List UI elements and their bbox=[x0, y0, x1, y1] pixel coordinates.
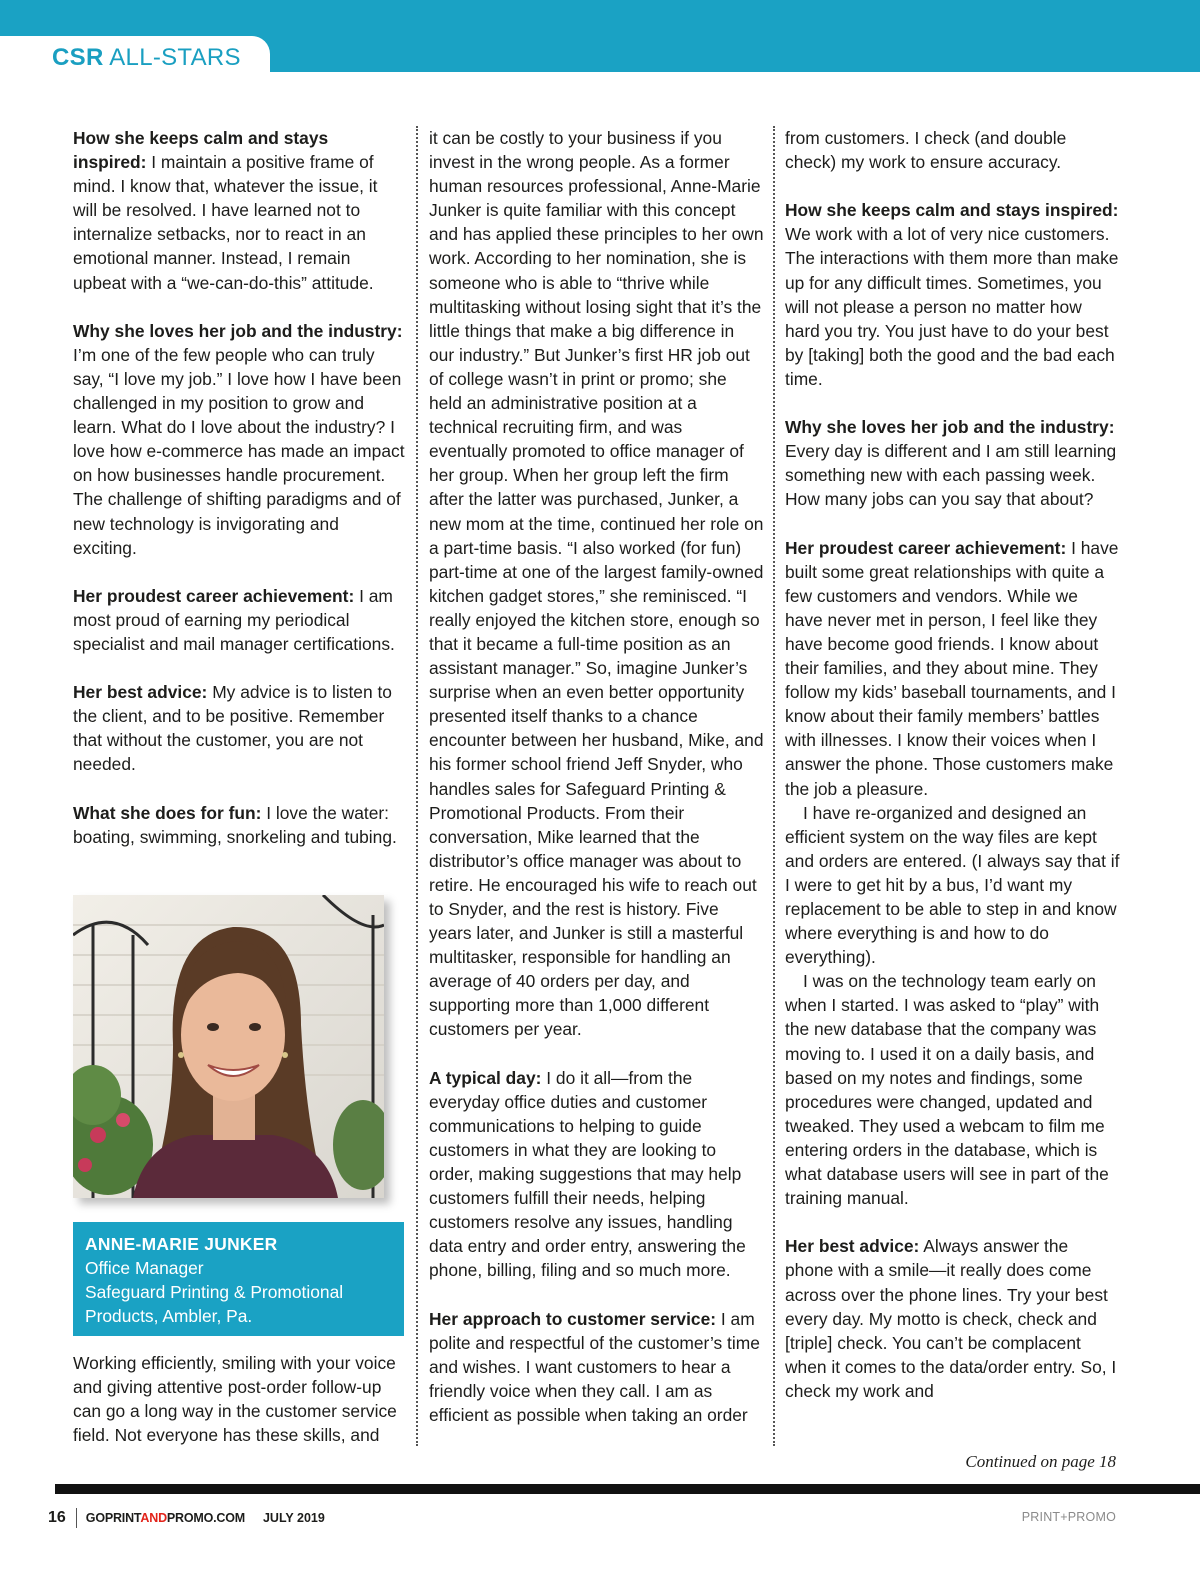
footer-rule bbox=[55, 1484, 1200, 1494]
heading-proudest-2: Her proudest career achievement: bbox=[785, 537, 1067, 558]
heading-typical-day: A typical day: bbox=[429, 1067, 542, 1088]
heading-loves-job-2: Why she loves her job and the industry: bbox=[785, 417, 1115, 438]
paragraph-calm-2: How she keeps calm and stays inspired: We work with a lot of very nice customers. The interactions with them more than make up for any difficult times. Sometimes, you will not please a person no matter how hard you try. You just have to do your best by [taking] both the good and the bad each time. bbox=[785, 200, 1119, 389]
page-number: 16 bbox=[48, 1509, 66, 1526]
column-divider-2 bbox=[773, 126, 775, 1446]
section-title: CSR ALL-STARS bbox=[52, 44, 241, 71]
heading-proudest: Her proudest career achievement: bbox=[73, 585, 355, 606]
paragraph-loves-job: Why she loves her job and the industry: I’m one of the few people who can truly say, “I love my job.” I love how I have been challenged in my position to grow and learn. What do I love about the industry? I love how e-commerce has made an impact on how businesses handle procurement. The challenge of shifting paradigms and of new technology is invigorating and exciting. bbox=[73, 320, 405, 558]
paragraph-advice: Her best advice: My advice is to listen to the client, and to be positive. Remember that without the customer, you are not needed. bbox=[73, 682, 392, 775]
portrait-illustration bbox=[73, 895, 384, 1198]
issue-date: JULY 2019 bbox=[262, 1511, 325, 1525]
paragraph-customer-service: Her approach to customer service: I am polite and respectful of the customer’s time and wishes. I want customers to hear a friendly voice when they call. I am as efficient as possible when taking an order bbox=[429, 1308, 760, 1425]
caption-company: Safeguard Printing & Promotional Products, Ambler, Pa. bbox=[85, 1282, 344, 1327]
heading-loves-job: Why she loves her job and the industry: bbox=[73, 320, 403, 341]
website-link[interactable]: GOPRINTANDPROMO.COM bbox=[85, 1511, 245, 1525]
paragraph-calm: How she keeps calm and stays inspired: I maintain a positive frame of mind. I know that, whatever the issue, it will be resolved. I have learned not to internalize setbacks, nor to react in an emotional manner. Instead, I remain upbeat with a “we-can-do-this” attitude. bbox=[73, 128, 378, 293]
heading-advice: Her best advice: bbox=[73, 682, 208, 703]
heading-customer-service: Her approach to customer service: bbox=[429, 1308, 717, 1329]
heading-calm: How she keeps calm and stays inspired: bbox=[73, 128, 329, 173]
column-1 bbox=[73, 126, 406, 849]
paragraph-advice-2: Her best advice: Always answer the phone with a smile—it really does come across over the phone lines. Try your best every day. My motto is check, check and [triple] check. You can’t be complacent when it comes to the data/order entry. So, I check my work and bbox=[785, 1236, 1117, 1401]
column-divider-1 bbox=[416, 126, 418, 1446]
caption-name: ANNE-MARIE JUNKER bbox=[85, 1234, 278, 1254]
paragraph-intro: it can be costly to your business if you invest in the wrong people. As a former human resources professional, Anne-Marie Junker is quite familiar with this concept and has applied these principles to her own work. According to her nomination, she is someone who is able to “thrive while multitasking without losing sight that it’s the little things that make a big difference in our industry.” But Junker’s first HR job out of college wasn’t in print or promo; she held an administrative position at a technical recruiting firm, and was eventually promoted to office manager of her group. When her group left the firm after the latter was purchased, Junker, a new mom at the time, continued her role on a part-time basis. “I also worked (for fun) part-time at one of the largest family-owned kitchen gadget stores,” she reminisced. “I really enjoyed the kitchen store, enough so that it became a full-time position as an assistant manager.” So, imagine Junker’s surprise when an even better opportunity presented itself thanks to a chance encounter between her husband, Mike, and his former school friend Jeff Snyder, who handles sales for Safeguard Printing & Promotional Products. From their conversation, Mike learned that the distributor’s office manager was about to retire. He encouraged his wife to reach out to Snyder, and the rest is history. Five years later, and Junker is still a masterful multitasker, responsible for handling an average of 40 orders per day, and supporting more than 1,000 different customers per year. bbox=[429, 128, 764, 1040]
caption-title: Office Manager bbox=[85, 1258, 204, 1279]
footer-left bbox=[48, 1508, 325, 1528]
footer-separator bbox=[76, 1508, 77, 1528]
paragraph-loves-job-2: Why she loves her job and the industry: Every day is different and I am still learning something new with each passing week. How many jobs can you say that about? bbox=[785, 417, 1117, 510]
portrait-photo bbox=[73, 895, 384, 1198]
paragraph-technology-team: I was on the technology team early on when I started. I was asked to “play” with the new database that the company was moving to. I used it on a daily basis, and based on my notes and findings, some procedures were changed, updated and tweaked. They used a webcam to film me entering orders in the database, which is what database users will see in part of the training manual. bbox=[785, 971, 1109, 1209]
column-1-bottom-paragraph: Working efficiently, smiling with your voice and giving attentive post-order follow-up can go a long way in the customer service field. Not everyone has these skills, and bbox=[73, 1353, 397, 1446]
paragraph-fun: What she does for fun: I love the water: boating, swimming, snorkeling and tubing. bbox=[73, 802, 397, 847]
paragraph-proudest: Her proudest career achievement: I am most proud of earning my periodical specialist and mail manager certifications. bbox=[73, 585, 395, 654]
heading-advice-2: Her best advice: bbox=[785, 1236, 920, 1257]
magazine-name: PRINT+PROMO bbox=[1021, 1510, 1116, 1524]
heading-fun: What she does for fun: bbox=[73, 802, 262, 823]
paragraph-continuation: from customers. I check (and double check) my work to ensure accuracy. bbox=[785, 128, 1067, 173]
paragraph-proudest-2: Her proudest career achievement: I have built some great relationships with quite a few customers and vendors. While we have never met in person, I feel like they have become good friends. I know about their families, and they about mine. They follow my kids’ baseball tournaments, and I know about their family members’ battles with illnesses. I know their voices when I answer the phone. Those customers make the job a pleasure. bbox=[785, 537, 1119, 799]
continued-link[interactable]: Continued on page 18 bbox=[965, 1452, 1116, 1471]
column-3 bbox=[785, 126, 1120, 1403]
caption-box bbox=[73, 1222, 404, 1336]
heading-calm-2: How she keeps calm and stays inspired: bbox=[785, 200, 1119, 221]
paragraph-typical-day: A typical day: I do it all—from the everyday office duties and customer communications to helping to guide customers in what they are looking to order, making suggestions that may help customers fulfill their needs, helping customers resolve any issues, handling data entry and order entry, answering the phone, billing, filing and so much more. bbox=[429, 1067, 746, 1281]
column-2 bbox=[429, 126, 764, 1427]
paragraph-reorganized: I have re-organized and designed an efficient system on the way files are kept and orders are entered. (I always say that if I were to get hit by a bus, I’d want my replacement to be able to step in and know where everything is and how to do everything). bbox=[785, 802, 1120, 968]
